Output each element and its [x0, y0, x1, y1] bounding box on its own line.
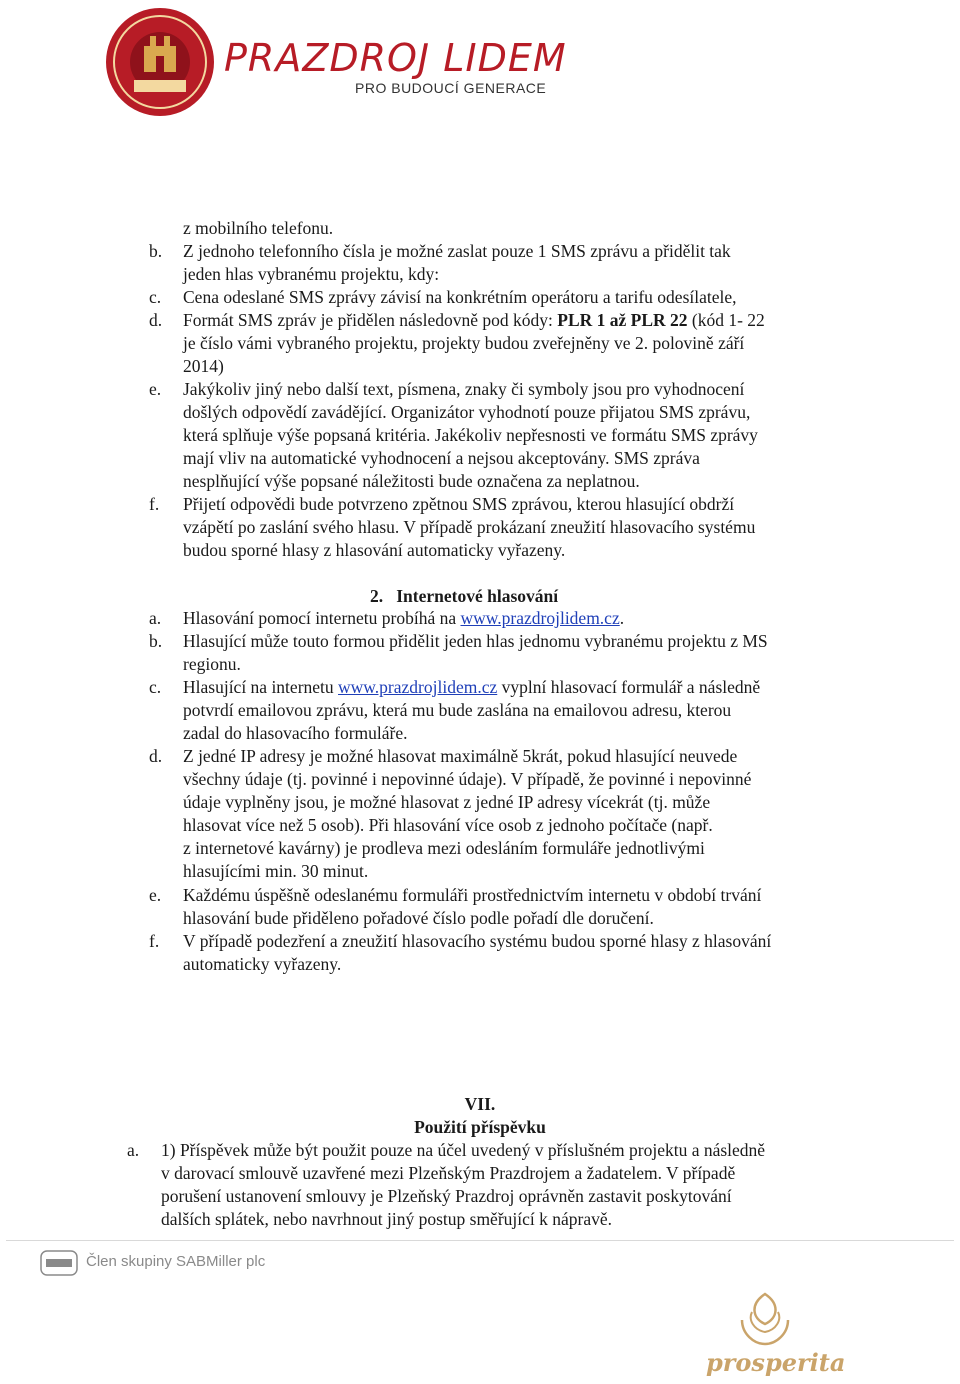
item-line: je číslo vámi vybraného projektu, projekty budou zveřejněny ve 2. polovině září [183, 333, 745, 353]
list-marker: d. [149, 310, 163, 330]
item-line: regionu. [183, 654, 241, 674]
list-item [149, 930, 861, 976]
item-line: zadal do hlasovacího formuláře. [183, 723, 408, 743]
item-line: automaticky vyřazeny. [183, 954, 342, 974]
section-roman-numeral: VII. [464, 1094, 496, 1114]
list-marker: e. [149, 885, 162, 905]
text-span: Hlasování pomocí internetu probíhá na [183, 608, 461, 628]
list-item [149, 607, 861, 630]
item-line: hlasujícími min. 30 minut. [183, 861, 369, 881]
list-marker: f. [149, 494, 160, 514]
prosperita-logo-text: prosperita [706, 1348, 846, 1377]
item-line: 2014) [183, 356, 224, 376]
section-heading-internet [370, 585, 558, 608]
text-span: (kód 1- 22 [687, 310, 765, 330]
list-item [149, 676, 861, 745]
item-line: dalších splátek, nebo navrhnout jiný postup směřující k nápravě. [161, 1209, 613, 1229]
section-title: Použití příspěvku [414, 1117, 546, 1137]
item-line: porušení ustanovení smlouvy je Plzeňský Prazdroj oprávněn zastavit poskytování [161, 1186, 732, 1206]
heading-number: 2. [370, 586, 384, 606]
sms-code-range: PLR 1 až PLR 22 [557, 310, 688, 330]
list-marker: a. [149, 608, 162, 628]
text-span: . [619, 608, 625, 628]
item-line: Každému úspěšně odeslanému formuláři prostřednictvím internetu v období trvání [183, 885, 762, 905]
list-marker: a. [127, 1140, 140, 1160]
item-line: 1) Příspěvek může být použit pouze na účel uvedený v příslušném projektu a následně [161, 1140, 766, 1160]
text-span: Formát SMS zpráv je přidělen následovně pod kódy: [183, 310, 558, 330]
item-line: Jakýkoliv jiný nebo další text, písmena, znaky či symboly jsou pro vyhodnocení [183, 379, 745, 399]
list-item [149, 286, 861, 309]
item-line [183, 309, 861, 332]
item-line: která splňuje výše popsaná kritéria. Jakékoliv nepřesnosti ve formátu SMS zprávy [183, 425, 758, 445]
item-line: z internetové kavárny) je prodleva mezi odesláním formuláře jednotlivými [183, 838, 705, 858]
prosperita-flame-icon [730, 1290, 800, 1350]
list-marker: e. [149, 379, 162, 399]
sabmiller-logo [40, 1250, 78, 1276]
list-marker: c. [149, 677, 162, 697]
prazdrojlidem-link[interactable]: www.prazdrojlidem.cz [338, 677, 498, 697]
item-line: budou sporné hlasy z hlasování automaticky vyřazeny. [183, 540, 566, 560]
list-item [149, 240, 861, 286]
sms-intro-line: z mobilního telefonu. [183, 218, 334, 238]
item-line: všechny údaje (tj. povinné i nepovinné údaje). V případě, že povinné i nepovinné [183, 769, 752, 789]
prazdrojlidem-link[interactable]: www.prazdrojlidem.cz [460, 608, 620, 628]
list-marker: c. [149, 287, 162, 307]
item-line [183, 676, 861, 699]
item-line: mají vliv na automatické vyhodnocení a nejsou akceptovány. SMS zpráva [183, 448, 700, 468]
item-line: údaje vyplněny jsou, je možné hlasovat z jedné IP adresy vícekrát (tj. může [183, 792, 711, 812]
text-span: vyplní hlasovací formulář a následně [497, 677, 761, 697]
footer-divider [6, 1240, 954, 1241]
item-line: hlasovat více než 5 osob). Při hlasování více osob z jednoho počítače (např. [183, 815, 713, 835]
brand-title: PRAZDROJ LIDEM [224, 36, 567, 80]
heading-text: Internetové hlasování [396, 586, 559, 606]
item-line: jeden hlas vybranému projektu, kdy: [183, 264, 440, 284]
list-item [149, 745, 861, 883]
text-span: Hlasující na internetu [183, 677, 339, 697]
item-line: vzápětí po zaslání svého hlasu. V případě prokázaní zneužití hlasovacího systému [183, 517, 756, 537]
list-marker: b. [149, 241, 163, 261]
list-item [149, 630, 861, 676]
item-line: potvrdí emailovou zprávu, která mu bude zaslána na emailovou adresu, kterou [183, 700, 732, 720]
item-line: hlasování bude přiděleno pořadové číslo podle pořadí dle doručení. [183, 908, 654, 928]
list-item [149, 884, 861, 930]
item-line: v darovací smlouvě uzavřené mezi Plzeňským Prazdrojem a žadatelem. V případě [161, 1163, 736, 1183]
list-item [149, 378, 861, 493]
list-item [149, 493, 861, 562]
prazdroj-seal-logo [104, 6, 216, 118]
sabmiller-member-text: Člen skupiny SABMiller plc [86, 1253, 266, 1270]
item-line: došlých odpovědí zavádějící. Organizátor vyhodnotí pouze přijatou SMS zprávu, [183, 402, 751, 422]
item-line: Cena odeslané SMS zprávy závisí na konkrétním operátoru a tarifu odesílatele, [183, 287, 737, 307]
item-line [183, 607, 861, 630]
list-marker: d. [149, 746, 163, 766]
list-item [149, 309, 861, 378]
item-line: Hlasující může touto formou přidělit jeden hlas jednomu vybranému projektu z MS [183, 631, 768, 651]
item-line: nesplňující výše popsané náležitosti bude označena za neplatnou. [183, 471, 640, 491]
item-line: Přijetí odpovědi bude potvrzeno zpětnou SMS zprávou, kterou hlasující obdrží [183, 494, 735, 514]
list-marker: b. [149, 631, 163, 651]
item-line: Z jedné IP adresy je možné hlasovat maximálně 5krát, pokud hlasující neuvede [183, 746, 738, 766]
brand-subtitle: PRO BUDOUCÍ GENERACE [355, 80, 547, 96]
item-line: V případě podezření a zneužití hlasovacího systému budou sporné hlasy z hlasování [183, 931, 772, 951]
list-marker: f. [149, 931, 160, 951]
item-line: Z jednoho telefonního čísla je možné zaslat pouze 1 SMS zprávu a přidělit tak [183, 241, 731, 261]
list-item [127, 1139, 867, 1231]
